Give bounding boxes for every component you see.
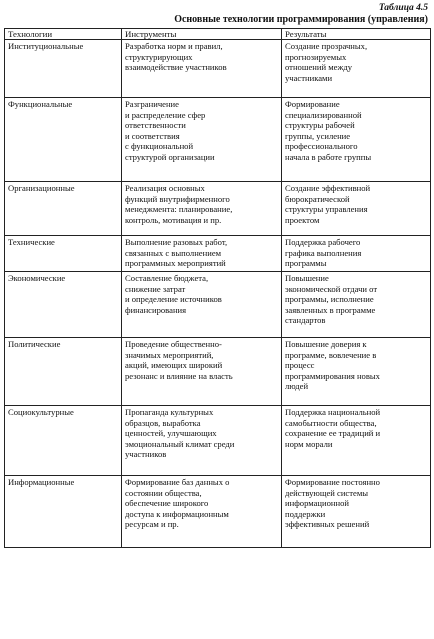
tools-cell: Выполнение разовых работ, связанных с выполнением программных мероприятий <box>122 236 282 272</box>
technology-cell: Технические <box>5 236 122 272</box>
tools-cell: Формирование баз данных о состоянии общества, обеспечение широкого доступа к информационным ресурсам и пр. <box>122 476 282 548</box>
table-row <box>5 338 431 406</box>
technology-cell: Социокультурные <box>5 406 122 476</box>
table-row <box>5 476 431 548</box>
document-page <box>4 3 430 548</box>
header-technologies: Технологии <box>5 29 122 40</box>
table-row <box>5 98 431 182</box>
technology-cell: Политические <box>5 338 122 406</box>
header-results: Результаты <box>282 29 431 40</box>
technology-cell: Информационные <box>5 476 122 548</box>
table-row <box>5 40 431 98</box>
header-tools: Инструменты <box>122 29 282 40</box>
table-row <box>5 406 431 476</box>
table-row <box>5 272 431 338</box>
technology-cell: Институциональные <box>5 40 122 98</box>
tools-cell: Проведение общественно- значимых мероприятий, акций, имеющих широкий резонанс и влияние на власть <box>122 338 282 406</box>
results-cell: Повышение доверия к программе, вовлечение в процесс программирования новых людей <box>282 338 431 406</box>
table-title: Основные технологии программирования (управления) <box>174 14 428 25</box>
technology-cell: Функциональные <box>5 98 122 182</box>
technology-cell: Организационные <box>5 182 122 236</box>
results-cell: Повышение экономической отдачи от программы, исполнение заявленных в программе стандартов <box>282 272 431 338</box>
tools-cell: Разработка норм и правил, структурирующих взаимодействие участников <box>122 40 282 98</box>
results-cell: Формирование постоянно действующей системы информационной поддержки эффективных решений <box>282 476 431 548</box>
table-header-row <box>5 29 431 40</box>
results-cell: Поддержка национальной самобытности общества, сохранение ее традиций и норм морали <box>282 406 431 476</box>
table-row <box>5 236 431 272</box>
tools-cell: Реализация основных функций внутрифирменного менеджмента: планирование, контроль, мотивация и пр. <box>122 182 282 236</box>
table-row <box>5 182 431 236</box>
tools-cell: Составление бюджета, снижение затрат и определение источников финансирования <box>122 272 282 338</box>
table-number: Таблица 4.5 <box>378 3 428 13</box>
results-cell: Создание эффективной бюрократической структуры управления проектом <box>282 182 431 236</box>
results-cell: Поддержка рабочего графика выполнения программы <box>282 236 431 272</box>
tools-cell: Пропаганда культурных образцов, выработка ценностей, улучшающих эмоциональный климат среди участников <box>122 406 282 476</box>
results-cell: Формирование специализированной структуры рабочей группы, усиление профессионального начала в работе группы <box>282 98 431 182</box>
tools-cell: Разграничение и распределение сфер ответственности и соответствия с функциональной структурой организации <box>122 98 282 182</box>
results-cell: Создание прозрачных, прогнозируемых отношений между участниками <box>282 40 431 98</box>
technologies-table <box>4 28 431 548</box>
technology-cell: Экономические <box>5 272 122 338</box>
